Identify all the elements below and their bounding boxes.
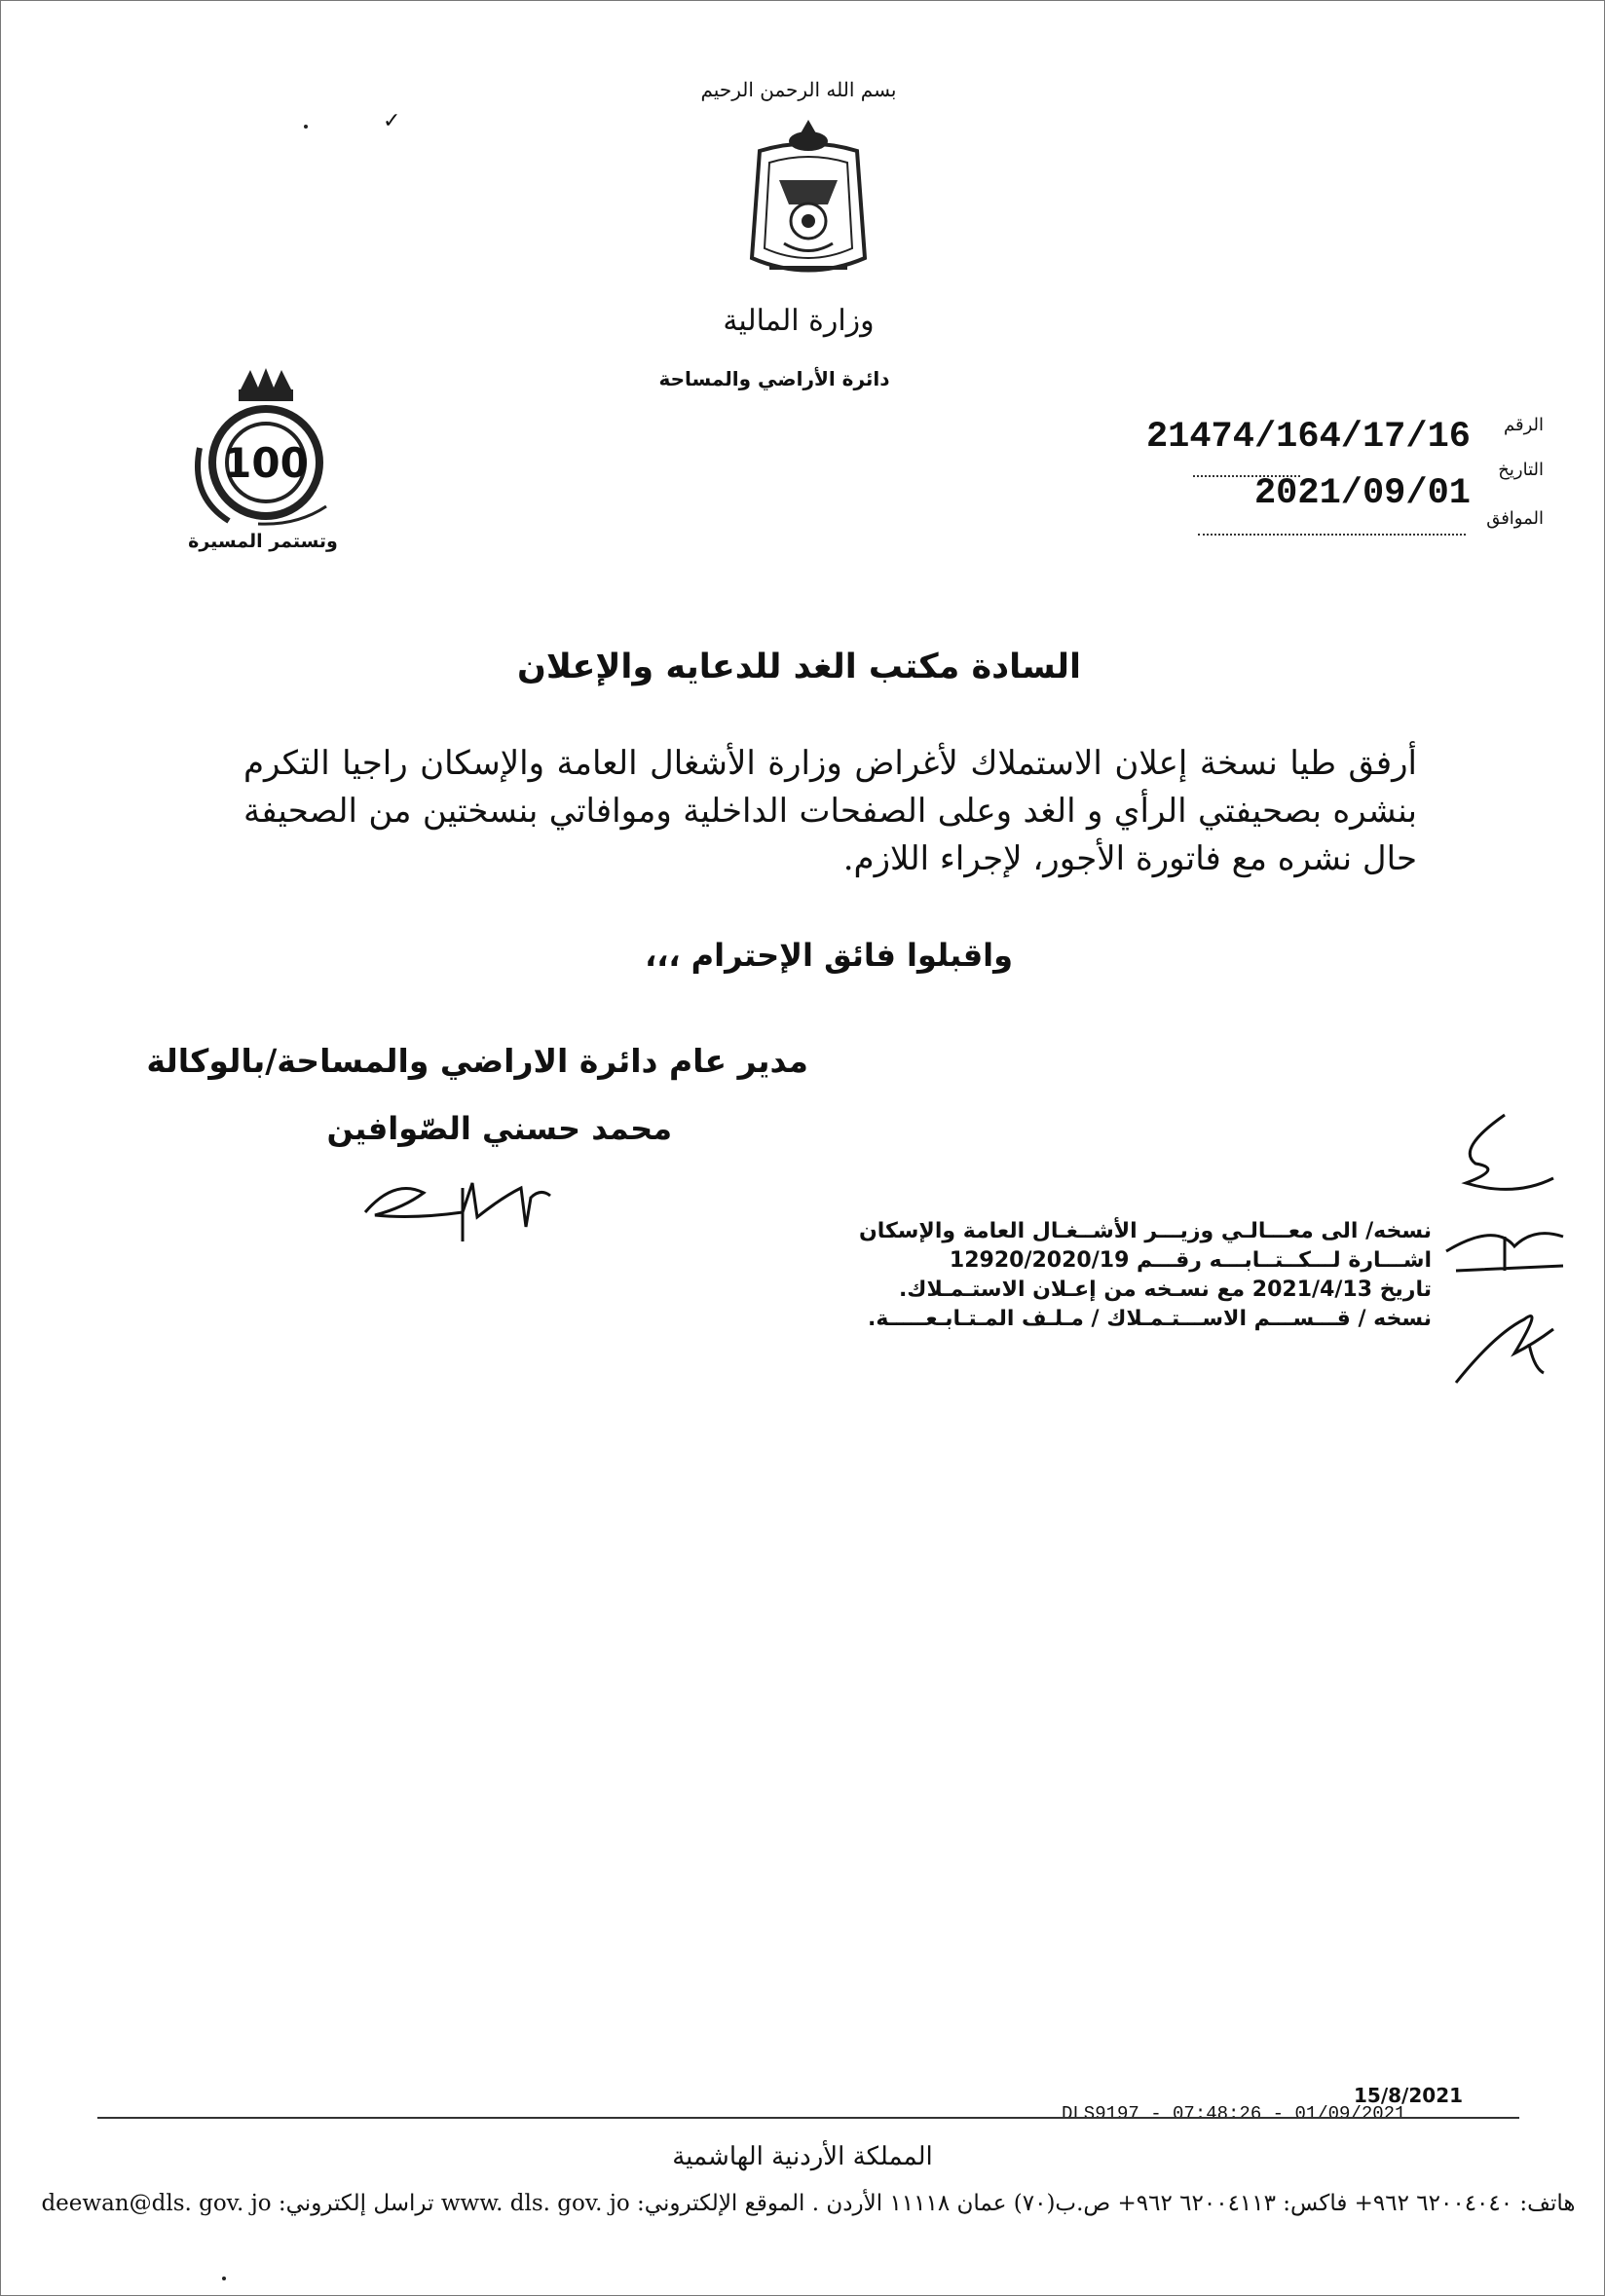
reference-number-label: الرقم [1503, 415, 1544, 435]
footer-contact: هاتف: ٦٢٠٠٤٠٤٠ ٩٦٢+ فاكس: ٦٢٠٠٤١١٣ ٩٦٢+ ص.ب(٧٠) عمان ١١١١٨ الأردن . الموقع الإلكتروني: www. dls. gov. jo تراسل إلكتروني: deewan@dls. gov. jo [41, 2191, 1576, 2216]
footer-rule [97, 2117, 1519, 2119]
handwritten-stamp-date: 15/8/2021 [1354, 2084, 1464, 2107]
reference-hijri-label: الموافق [1486, 508, 1544, 529]
signatory-name: محمد حسني الصّوافين [326, 1110, 672, 1147]
reference-date: 2021/09/01 [1253, 473, 1471, 514]
centenary-slogan: وتستمر المسيرة [188, 531, 338, 552]
copy-line: نسخه / قـــســـم الاســـتـمـلاك / مـلـف المـتـابـعـــــة. [868, 1307, 1432, 1331]
reference-date-label: التاريخ [1498, 460, 1544, 480]
department-name: دائرة الأراضي والمساحة [658, 367, 890, 390]
handwritten-signature [355, 1159, 570, 1246]
signatory-title: مدير عام دائرة الاراضي والمساحة/بالوكالة [146, 1042, 808, 1080]
hijri-dotted-line [1198, 534, 1466, 536]
scan-speck [304, 125, 308, 129]
handwritten-initials [1437, 1110, 1573, 1392]
copies-block [779, 1217, 1432, 1334]
footer-country: المملكة الأردنية الهاشمية [672, 2142, 933, 2171]
centenary-number: 100 [223, 439, 309, 487]
copy-line: نسخه/ الى معـــالـي وزيـــر الأشــغـال العامة والإسكان [858, 1219, 1432, 1243]
letter-body: أرفق طيا نسخة إعلان الاستملاك لأغراض وزارة الأشغال العامة والإسكان راجيا التكرم بنشره بصحيفتي الرأي و الغد وعلى الصفحات الداخلية وموافاتي بنسختين من الصحيفة حال نشره مع فاتورة الأجور، لإجراء اللازم. [243, 744, 1417, 878]
ministry-name: وزارة المالية [723, 304, 875, 338]
copy-line: اشـــارة لـــكــتــابـــه رقـــم 12920/2020/19 [949, 1248, 1432, 1273]
reference-number: 21474/164/17/16 [1145, 417, 1471, 458]
system-stamp: DLS9197 - 07:48:26 - 01/09/2021 [1062, 2103, 1406, 2125]
addressee: السادة مكتب الغد للدعايه والإعلان [517, 648, 1081, 686]
copy-line: تاريخ 2021/4/13 مع نسـخه من إعـلان الاستـمـلاك. [898, 1278, 1432, 1302]
scan-speck: ✓ [383, 109, 401, 133]
scan-speck [222, 2277, 226, 2280]
basmala: بسم الله الرحمن الرحيم [700, 78, 897, 101]
closing-line: واقبلوا فائق الإحترام ،،، [645, 937, 1013, 974]
jordan-coat-of-arms [740, 112, 877, 287]
